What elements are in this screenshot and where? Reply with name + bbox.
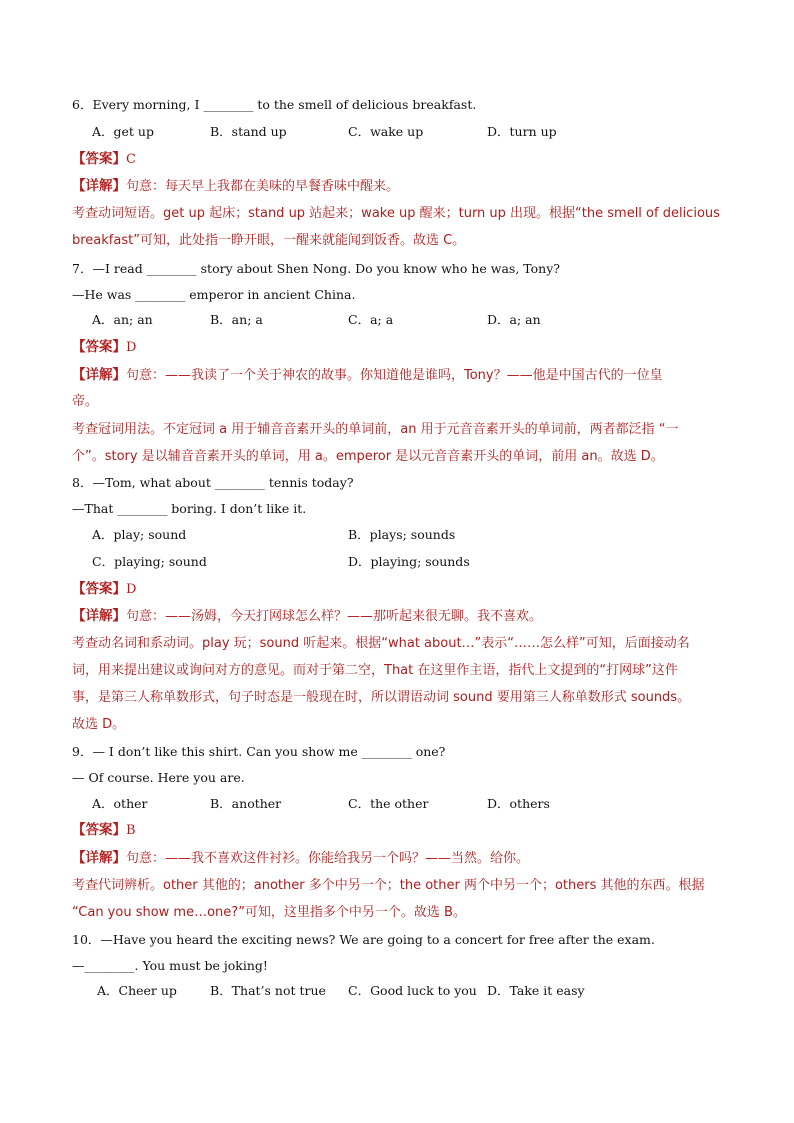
q6-detail-3: breakfast”可知，此处指一睁开眼，一醒来就能闻到饭香。故选 C。: [72, 233, 466, 248]
q6-answer-line: [72, 149, 136, 170]
q9-detail-line: [72, 848, 529, 869]
answer-tag: 【答案】: [72, 339, 126, 355]
q9-option-d: D．others: [487, 796, 550, 811]
detail-tag: 【详解】: [72, 608, 126, 624]
q6-option-b: B．stand up: [210, 124, 287, 139]
question-8-stem-1: 8．—Tom, what about ________ tennis today?: [72, 475, 354, 490]
q7-detail-1: 句意：——我读了一个关于神农的故事。你知道他是谁吗，Tony？——他是中国古代的一位皇: [126, 368, 663, 383]
q7-option-b: B．an; a: [210, 312, 263, 327]
q8-answer-line: [72, 579, 136, 600]
q6-detail-2: 考查动词短语。get up 起床；stand up 站起来；wake up 醒来；turn up 出现。根据“the smell of delicious: [72, 206, 720, 221]
q9-detail-1: 句意：——我不喜欢这件衬衫。你能给我另一个吗？——当然。给你。: [126, 851, 530, 866]
question-8-stem-2: —That ________ boring. I don’t like it.: [72, 501, 307, 516]
q10-option-d: D．Take it easy: [487, 983, 585, 998]
answer-tag: 【答案】: [72, 822, 126, 838]
detail-tag: 【详解】: [72, 850, 126, 866]
question-10-stem-2: —________. You must be joking!: [72, 958, 268, 973]
q7-detail-3: 考查冠词用法。不定冠词 a 用于辅音音素开头的单词前，an 用于元音音素开头的单词前，两者都泛指 “一: [72, 422, 679, 437]
q7-detail-2: 帝。: [72, 394, 99, 409]
q7-option-a: A．an; an: [92, 312, 153, 327]
answer-tag: 【答案】: [72, 151, 126, 167]
question-10-stem-1: 10．—Have you heard the exciting news? We are going to a concert for free after the exam.: [72, 932, 655, 947]
q6-option-a: A．get up: [92, 124, 154, 139]
q9-option-a: A．other: [92, 796, 148, 811]
question-6-stem: 6．Every morning, I ________ to the smell of delicious breakfast.: [72, 97, 477, 112]
q7-option-d: D．a; an: [487, 312, 541, 327]
q8-detail-2: 考查动名词和系动词。play 玩；sound 听起来。根据“what about…”表示“……怎么样”可知，后面接动名: [72, 636, 690, 651]
q7-option-c: C．a; a: [348, 312, 394, 327]
q9-detail-2: 考查代词辨析。other 其他的；another 多个中另一个；the other 两个中另一个；others 其他的东西。根据: [72, 878, 705, 893]
q10-option-c: C．Good luck to you: [348, 983, 477, 998]
q6-detail-line: [72, 176, 399, 197]
q8-detail-5: 故选 D。: [72, 717, 126, 732]
q6-answer: C: [126, 152, 136, 167]
q9-option-c: C．the other: [348, 796, 429, 811]
q8-detail-line: [72, 606, 542, 627]
q8-option-c: C．playing; sound: [92, 554, 207, 569]
q7-detail-line: [72, 365, 663, 386]
q7-answer-line: [72, 337, 136, 358]
q10-option-a: A．Cheer up: [97, 983, 177, 998]
answer-tag: 【答案】: [72, 581, 126, 597]
q9-answer: B: [126, 823, 136, 838]
q6-detail-1: 句意：每天早上我都在美味的早餐香味中醒来。: [126, 179, 400, 194]
question-7-stem-1: 7．—I read ________ story about Shen Nong. Do you know who he was, Tony?: [72, 261, 560, 276]
q8-detail-1: 句意：——汤姆，今天打网球怎么样？——那听起来很无聊。我不喜欢。: [126, 609, 543, 624]
question-7-stem-2: —He was ________ emperor in ancient China.: [72, 287, 356, 302]
question-9-stem-1: 9．— I don’t like this shirt. Can you show me ________ one?: [72, 744, 446, 759]
q9-detail-3: “Can you show me…one?”可知，这里指多个中另一个。故选 B。: [72, 905, 466, 920]
q6-option-c: C．wake up: [348, 124, 424, 139]
q6-option-d: D．turn up: [487, 124, 557, 139]
q9-answer-line: [72, 820, 136, 841]
q9-option-b: B．another: [210, 796, 282, 811]
q8-option-d: D．playing; sounds: [348, 554, 470, 569]
q8-detail-3: 词，用来提出建议或询问对方的意见。而对于第二空，That 在这里作主语，指代上文提到的“打网球”这件: [72, 663, 678, 678]
detail-tag: 【详解】: [72, 178, 126, 194]
q8-option-b: B．plays; sounds: [348, 527, 456, 542]
q8-option-a: A．play; sound: [92, 527, 187, 542]
q7-answer: D: [126, 340, 137, 355]
q7-detail-4: 个”。story 是以辅音音素开头的单词，用 a。emperor 是以元音音素开头的单词，前用 an。故选 D。: [72, 449, 664, 464]
detail-tag: 【详解】: [72, 367, 126, 383]
q8-detail-4: 事，是第三人称单数形式，句子时态是一般现在时，所以谓语动词 sound 要用第三人称单数形式 sounds。: [72, 690, 691, 705]
q8-answer: D: [126, 582, 137, 597]
question-9-stem-2: — Of course. Here you are.: [72, 770, 245, 785]
q10-option-b: B．That’s not true: [210, 983, 326, 998]
